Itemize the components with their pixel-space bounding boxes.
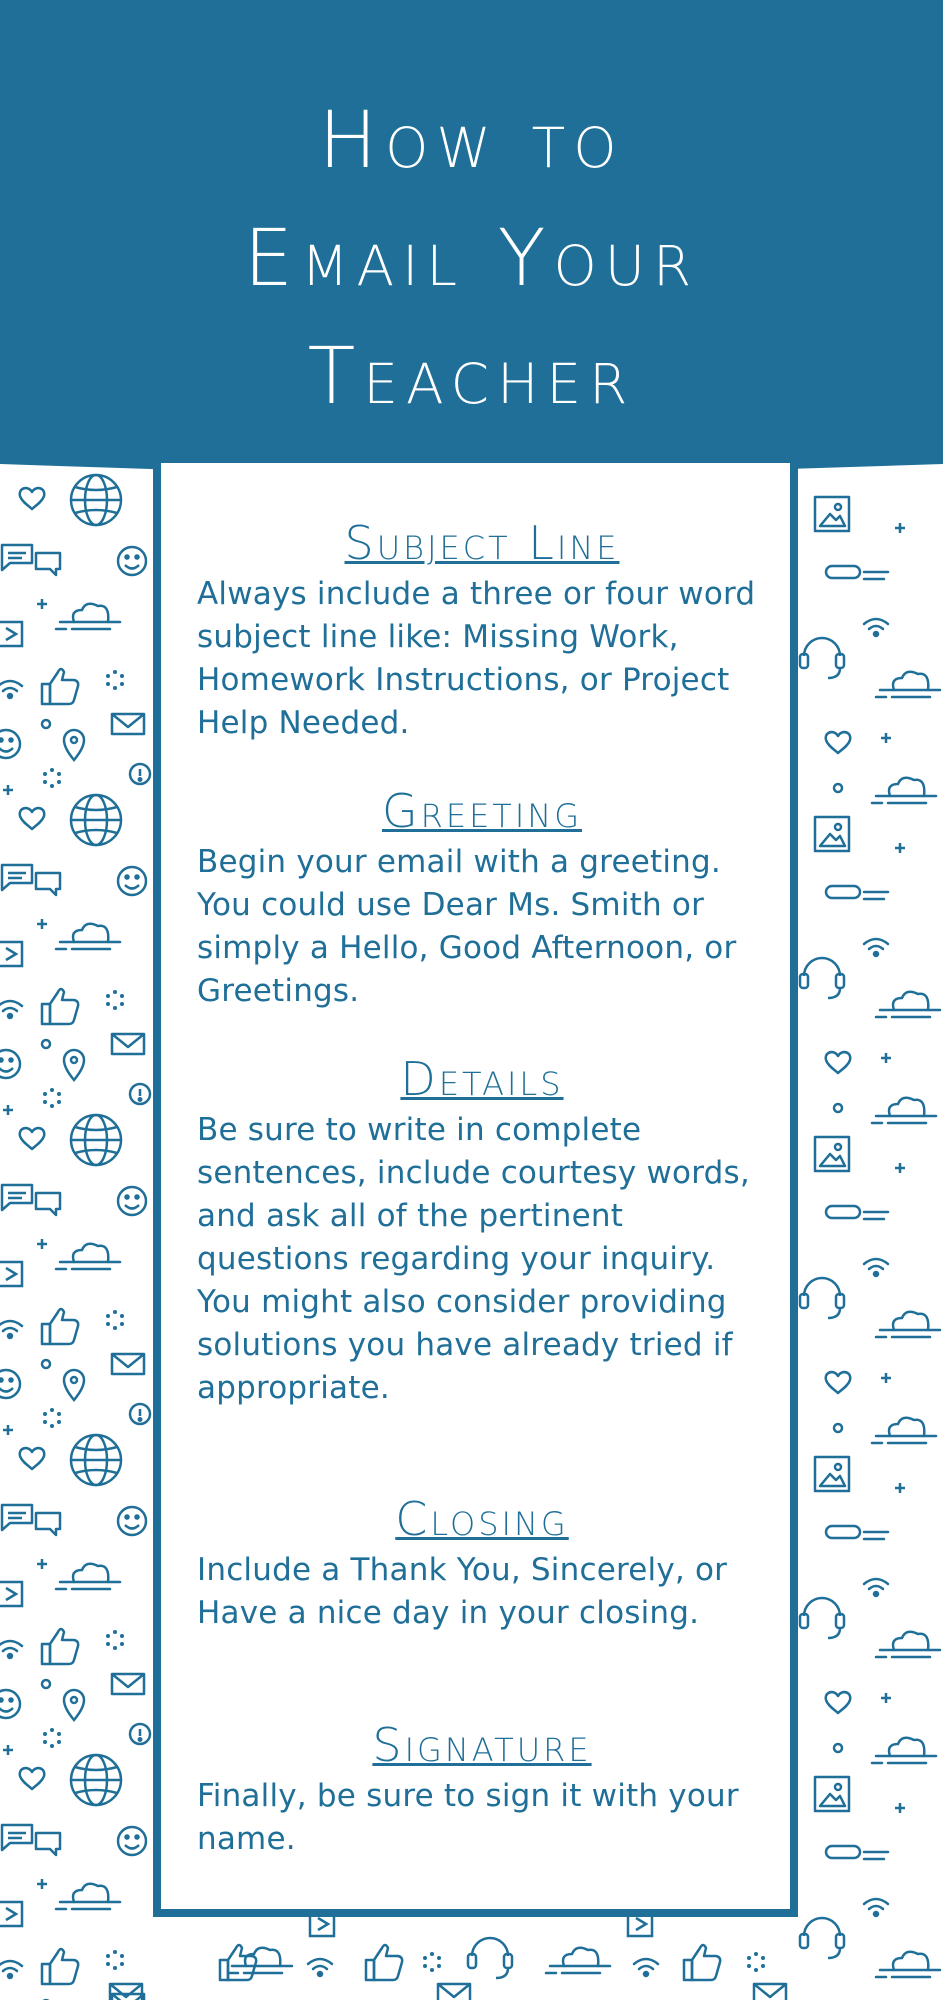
- section-closing: [197, 1489, 767, 1635]
- section-text: Be sure to write in complete sentences, include courtesy words, and ask all of the pertinent questions regarding your inquiry. You might also consider providing solutions you have already tried if appropriate.: [197, 1112, 750, 1406]
- title-line-1: How to: [318, 96, 625, 186]
- section-text: Include a Thank You, Sincerely, or Have a nice day in your closing.: [197, 1552, 728, 1631]
- section-heading: Details: [400, 1052, 564, 1106]
- section-details: [197, 1049, 767, 1410]
- section-text: Finally, be sure to sign it with your name.: [197, 1778, 739, 1857]
- section-heading: Signature: [372, 1718, 592, 1772]
- title-line-2: Email Your: [243, 214, 700, 304]
- title-line-3: Teacher: [307, 332, 636, 422]
- section-heading: Closing: [395, 1492, 569, 1546]
- section-heading: Subject Line: [344, 516, 620, 570]
- section-text: Always include a three or four word subject line like: Missing Work, Homework Instructions, or Project Help Needed.: [197, 576, 756, 741]
- section-signature: [197, 1715, 767, 1861]
- content-panel: [153, 463, 798, 1917]
- section-subject-line: [197, 513, 767, 745]
- section-heading: Greeting: [381, 784, 583, 838]
- header-banner: [0, 0, 943, 480]
- section-text: Begin your email with a greeting. You could use Dear Ms. Smith or simply a Hello, Good Afternoon, or Greetings.: [197, 844, 737, 1009]
- page-title: [0, 82, 943, 436]
- section-greeting: [197, 781, 767, 1013]
